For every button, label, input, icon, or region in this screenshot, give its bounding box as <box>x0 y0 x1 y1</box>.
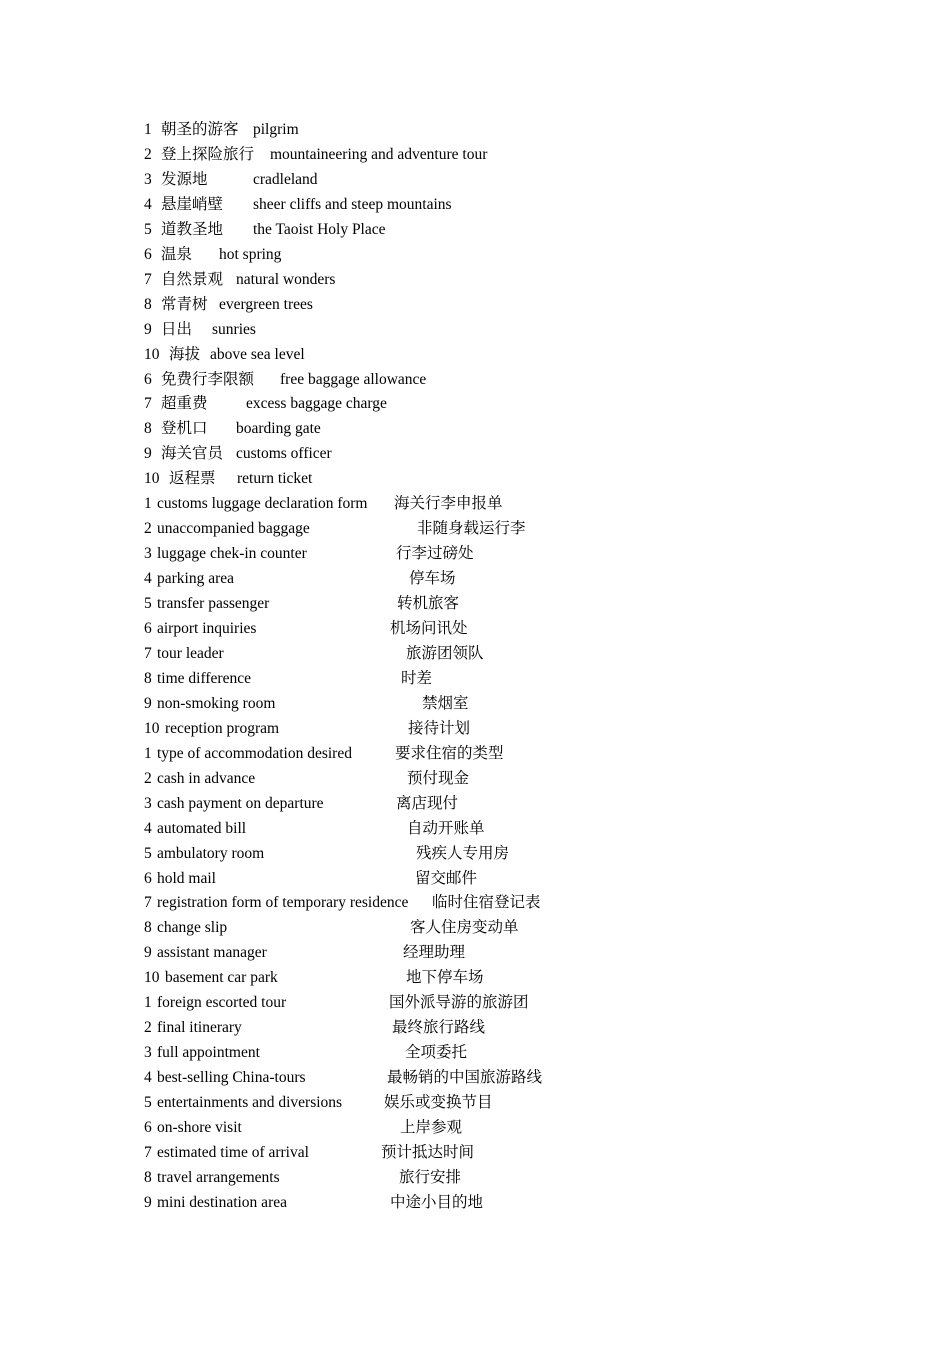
item-number: 9 <box>144 320 152 338</box>
item-number: 10 <box>144 470 160 488</box>
item-number: 3 <box>144 1044 152 1062</box>
item-translation: 留交邮件 <box>415 869 478 887</box>
item-number: 9 <box>144 445 152 463</box>
item-translation: 全项委托 <box>405 1044 468 1062</box>
item-number: 5 <box>144 844 152 862</box>
item-number: 5 <box>144 220 152 238</box>
item-number: 2 <box>144 1019 152 1037</box>
item-number: 8 <box>144 669 152 687</box>
item-translation: evergreen trees <box>219 295 313 313</box>
item-term: mini destination area <box>157 1193 287 1211</box>
item-term: 海拔 <box>169 345 201 363</box>
item-term: customs luggage declaration form <box>157 495 368 513</box>
item-number: 3 <box>144 545 152 563</box>
item-translation: 旅行安排 <box>399 1168 462 1186</box>
item-translation: 上岸参观 <box>400 1119 463 1136</box>
item-translation: mountaineering and adventure tour <box>270 145 488 163</box>
item-number: 8 <box>144 295 152 313</box>
item-number: 2 <box>144 145 152 163</box>
item-translation: 要求住宿的类型 <box>395 744 504 762</box>
item-term: hold mail <box>157 869 216 887</box>
item-translation: 行李过磅处 <box>396 545 474 563</box>
item-number: 6 <box>144 370 152 388</box>
item-translation: 机场问讯处 <box>390 620 468 637</box>
item-translation: 转机旅客 <box>397 595 460 613</box>
item-term: cash in advance <box>157 769 256 787</box>
item-term: 海关官员 <box>161 445 224 463</box>
item-translation: 旅游团领队 <box>406 644 484 662</box>
item-number: 9 <box>144 1193 152 1211</box>
item-translation: 接待计划 <box>408 719 471 737</box>
item-number: 3 <box>144 170 152 188</box>
item-number: 10 <box>144 345 160 363</box>
item-number: 8 <box>144 919 152 937</box>
item-translation: free baggage allowance <box>280 370 427 388</box>
item-term: final itinerary <box>157 1019 242 1037</box>
item-term: 登上探险旅行 <box>161 145 255 163</box>
item-translation: natural wonders <box>236 270 336 288</box>
item-translation: 最终旅行路线 <box>392 1019 486 1037</box>
item-number: 1 <box>144 121 152 138</box>
item-translation: sheer cliffs and steep mountains <box>253 195 452 213</box>
item-term: parking area <box>157 570 235 588</box>
item-term: tour leader <box>157 644 224 662</box>
item-translation: 非随身载运行李 <box>417 520 526 538</box>
item-term: 朝圣的游客 <box>161 121 239 138</box>
item-term: reception program <box>165 719 280 737</box>
item-term: 免费行李限额 <box>161 370 255 388</box>
item-translation: 地下停车场 <box>406 969 484 987</box>
item-translation: customs officer <box>236 445 332 463</box>
item-translation: excess baggage charge <box>246 395 387 413</box>
item-term: travel arrangements <box>157 1168 280 1186</box>
item-number: 9 <box>144 694 152 712</box>
item-number: 3 <box>144 794 152 812</box>
item-number: 1 <box>144 744 152 762</box>
item-translation: 离店现付 <box>396 794 459 812</box>
item-number: 4 <box>144 1069 152 1087</box>
item-translation: 娱乐或变换节目 <box>384 1094 493 1112</box>
item-translation: 中途小目的地 <box>390 1193 484 1211</box>
item-term: 自然景观 <box>161 270 224 288</box>
item-number: 10 <box>144 719 160 737</box>
item-number: 2 <box>144 769 152 787</box>
item-translation: 最畅销的中国旅游路线 <box>387 1069 543 1087</box>
item-term: full appointment <box>157 1044 260 1062</box>
item-translation: 国外派导游的旅游团 <box>389 994 529 1012</box>
item-number: 7 <box>144 395 152 413</box>
item-number: 9 <box>144 944 152 962</box>
item-number: 6 <box>144 620 152 637</box>
item-translation: sunries <box>212 320 256 338</box>
item-term: change slip <box>157 919 228 937</box>
item-term: transfer passenger <box>157 595 270 613</box>
item-term: basement car park <box>165 969 278 987</box>
item-translation: cradleland <box>253 170 318 188</box>
item-term: 道教圣地 <box>161 220 224 238</box>
item-translation: boarding gate <box>236 420 321 438</box>
item-term: cash payment on departure <box>157 794 324 812</box>
item-number: 4 <box>144 195 152 213</box>
item-term: 超重费 <box>161 395 208 413</box>
item-term: 日出 <box>161 320 193 338</box>
item-number: 6 <box>144 869 152 887</box>
item-translation: the Taoist Holy Place <box>253 220 386 238</box>
item-number: 7 <box>144 270 152 288</box>
item-term: 登机口 <box>161 420 208 438</box>
item-translation: 经理助理 <box>403 944 466 962</box>
item-term: foreign escorted tour <box>157 994 287 1012</box>
item-term: automated bill <box>157 819 247 837</box>
item-number: 10 <box>144 969 160 987</box>
item-term: best-selling China-tours <box>157 1069 306 1087</box>
item-number: 7 <box>144 644 152 662</box>
item-term: entertainments and diversions <box>157 1094 343 1112</box>
item-term: ambulatory room <box>157 844 265 862</box>
item-term: unaccompanied baggage <box>157 520 310 538</box>
item-term: 温泉 <box>161 245 193 263</box>
item-number: 5 <box>144 1094 152 1112</box>
item-translation: 预计抵达时间 <box>381 1143 475 1161</box>
item-number: 8 <box>144 1168 152 1186</box>
item-translation: 临时住宿登记表 <box>432 894 541 912</box>
item-term: assistant manager <box>157 944 267 962</box>
item-number: 4 <box>144 819 152 837</box>
item-translation: above sea level <box>210 345 305 363</box>
item-number: 5 <box>144 595 152 613</box>
item-term: airport inquiries <box>157 620 257 637</box>
item-translation: 时差 <box>401 669 433 687</box>
item-number: 7 <box>144 894 152 912</box>
item-translation: 海关行李申报单 <box>394 495 503 513</box>
item-term: estimated time of arrival <box>157 1143 309 1161</box>
item-translation: hot spring <box>219 245 282 263</box>
item-term: registration form of temporary residence <box>157 894 409 912</box>
item-translation: 预付现金 <box>407 769 470 787</box>
item-translation: 禁烟室 <box>422 694 469 712</box>
item-term: 常青树 <box>161 295 208 313</box>
item-translation: return ticket <box>237 470 313 488</box>
item-translation: 自动开账单 <box>407 819 485 837</box>
item-translation: pilgrim <box>253 121 299 138</box>
item-number: 6 <box>144 245 152 263</box>
item-term: type of accommodation desired <box>157 744 352 762</box>
item-number: 6 <box>144 1119 152 1136</box>
item-number: 1 <box>144 994 152 1012</box>
item-number: 1 <box>144 495 152 513</box>
item-translation: 客人住房变动单 <box>410 919 519 937</box>
item-term: on-shore visit <box>157 1119 242 1136</box>
item-translation: 停车场 <box>409 570 456 588</box>
item-term: 发源地 <box>161 170 208 188</box>
item-translation: 残疾人专用房 <box>416 844 510 862</box>
item-term: non-smoking room <box>157 694 276 712</box>
item-number: 8 <box>144 420 152 438</box>
item-number: 4 <box>144 570 152 588</box>
item-term: 悬崖峭壁 <box>161 195 224 213</box>
item-number: 2 <box>144 520 152 538</box>
item-number: 7 <box>144 1143 152 1161</box>
item-term: 返程票 <box>169 470 216 488</box>
item-term: luggage chek-in counter <box>157 545 307 563</box>
item-term: time difference <box>157 669 251 687</box>
